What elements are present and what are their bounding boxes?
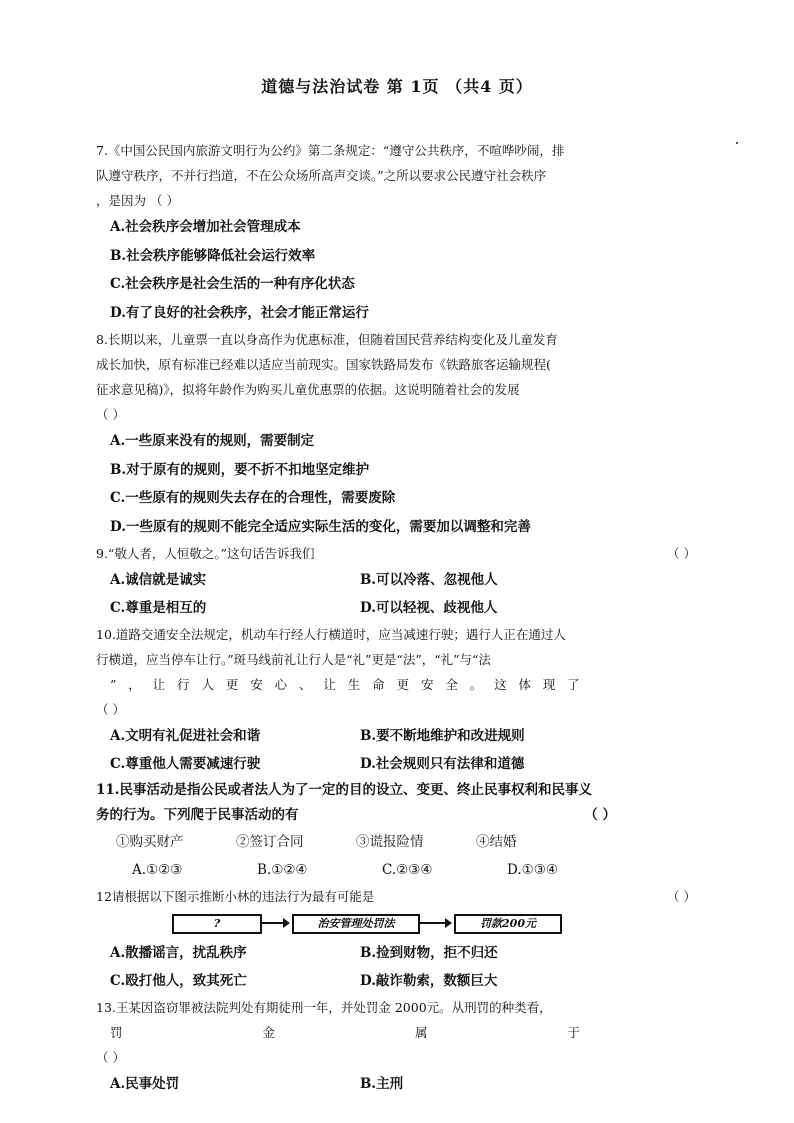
answer-paren: （ ） <box>667 889 696 904</box>
option-row <box>96 566 636 594</box>
question-list <box>96 138 696 1098</box>
option-row <box>96 722 636 750</box>
option-a: A.散播谣言，扰乱秩序 <box>110 945 247 961</box>
option-a: A.诚信就是诚实 <box>110 572 207 588</box>
answer-paren: （ ） <box>96 702 125 717</box>
option-b: B.对于原有的规则，要不折不扣地坚定维护 <box>110 461 370 478</box>
question-13-stem: 13.王某因盗窃罪被法院判处有期徒刑一年，并处罚金 2000元。从刑罚的种类看， <box>96 1000 552 1015</box>
question-9 <box>96 541 696 622</box>
question-11-text: 务的行为。下列爬于民事活动的有 <box>96 807 299 823</box>
char: 人 <box>201 677 214 692</box>
option-row <box>96 967 636 995</box>
option-d: D.有了良好的社会秩序，社会才能正常运行 <box>110 304 369 321</box>
char: 让 <box>152 677 166 692</box>
option-d: D.敲诈勒索，数额巨大 <box>360 973 498 989</box>
char: 这 <box>494 677 507 692</box>
option-b: B.①②④ <box>257 862 308 878</box>
option-row <box>96 594 636 622</box>
option-c: C.一些原有的规则失去存在的合理性，需要废除 <box>110 490 396 506</box>
question-8-line-4: （ ） <box>96 407 125 422</box>
option-c: C.尊重他人需要减速行驶 <box>110 756 261 772</box>
option-a: A.社会秩序会增加社会管理成本 <box>110 219 301 235</box>
statement-3: ③谎报险情 <box>356 834 424 850</box>
char: 心 <box>274 677 288 692</box>
question-7-line-3: ，是因为 （ ） <box>96 193 179 208</box>
page-title: 道德与法治试卷 第 1页 （共4 页） <box>261 77 533 96</box>
char: 金 <box>262 1025 275 1040</box>
statement-1: ①购买财产 <box>116 834 184 850</box>
question-11 <box>96 778 636 884</box>
option-b: B.捡到财物，拒不归还 <box>360 945 498 961</box>
question-7 <box>96 138 636 327</box>
question-12-text: 12请根据以下图示推断小林的违法行为最有可能是 <box>96 889 375 904</box>
char: 生 <box>347 677 361 692</box>
option-row <box>96 856 636 884</box>
flow-box-penalty: 罚款200元 <box>454 914 562 934</box>
char: 、 <box>299 677 312 692</box>
question-7-line-1: 7.《中国公民国内旅游文明行为公约》第二条规定：“遵守公共秩序，不喧哗吵闹，排 <box>96 143 565 158</box>
flow-arrow <box>262 922 288 924</box>
char: 让 <box>323 677 336 692</box>
flow-arrow <box>420 922 450 924</box>
char: 安 <box>250 677 263 692</box>
question-12-stem <box>96 884 696 909</box>
question-8-line-2: 成长加快，原有标准已经难以适应当前现实。国家铁路局发布《铁路旅客运输规程( <box>96 357 551 372</box>
question-9-stem <box>96 541 696 566</box>
question-10 <box>96 622 636 778</box>
option-b: B.可以冷落、忽视他人 <box>360 572 498 588</box>
stray-mark <box>736 142 738 144</box>
question-9-text: 9.“敬人者，人恒敬之。”这句话告诉我们 <box>96 546 315 561</box>
flow-diagram <box>96 911 636 937</box>
flow-box-law: 治安管理处罚法 <box>292 914 420 934</box>
question-11-line-1: 11.民事活动是指公民或者法人为了一定的目的设立、变更、终止民事权利和民事义 <box>96 782 592 798</box>
statement-4: ④结婚 <box>476 834 517 850</box>
question-12 <box>96 884 696 995</box>
char: 罚 <box>110 1025 123 1040</box>
question-11-line-2 <box>96 803 636 828</box>
option-row <box>96 1070 636 1098</box>
char: 体 <box>518 677 532 692</box>
question-13-line-2 <box>96 1020 580 1045</box>
answer-paren: （ ） <box>96 1050 125 1065</box>
char: 更 <box>225 677 239 692</box>
question-10-line-1: 10.道路交通安全法规定，机动车行经人行横道时，应当减速行驶；遇行人正在通过人 <box>96 627 566 642</box>
option-row <box>96 750 636 778</box>
option-b: B.主刑 <box>360 1076 404 1092</box>
char: 。 <box>469 677 483 692</box>
char: ” <box>110 677 117 692</box>
option-d: D.可以轻视、歧视他人 <box>360 600 498 616</box>
option-d: D.社会规则只有法律和道德 <box>360 756 525 772</box>
char: 现 <box>542 677 556 692</box>
option-d: D.一些原有的规则不能完全适应实际生活的变化，需要加以调整和完善 <box>110 518 531 535</box>
flow-box-unknown: ? <box>172 914 262 934</box>
option-b: B.社会秩序能够降低社会运行效率 <box>110 247 316 264</box>
char: 于 <box>567 1025 580 1040</box>
option-a: A.民事处罚 <box>110 1076 180 1092</box>
answer-paren: （ ） <box>667 546 696 561</box>
option-a: A.文明有礼促进社会和谐 <box>110 728 261 744</box>
answer-paren: （ ） <box>584 807 616 823</box>
char: 命 <box>372 677 385 692</box>
char: 更 <box>396 677 410 692</box>
option-c: C.②③④ <box>382 862 433 878</box>
char: 安 <box>420 677 434 692</box>
option-d: D.①③④ <box>507 862 558 878</box>
char: 行 <box>177 677 190 692</box>
option-row <box>96 939 636 967</box>
option-a: A.一些原来没有的规则，需要制定 <box>110 433 315 449</box>
char: 全 <box>445 677 458 692</box>
option-c: C.社会秩序是社会生活的一种有序化状态 <box>110 276 355 292</box>
statement-2: ②签订合同 <box>236 834 304 850</box>
option-c: C.尊重是相互的 <box>110 600 207 616</box>
question-7-line-2: 队遵守秩序，不并行挡道，不在公众场所高声交谈。”之所以要求公民遵守社会秩序 <box>96 168 547 183</box>
option-b: B.要不断地维护和改进规则 <box>360 728 525 744</box>
statement-list <box>96 828 636 856</box>
question-10-line-3 <box>96 672 580 697</box>
question-10-line-2: 行横道，应当停车让行。”斑马线前礼让行人是“礼”更是“法”，“礼”与“法 <box>96 652 491 667</box>
question-13 <box>96 995 636 1098</box>
question-8-line-1: 8.长期以来，儿童票一直以身高作为优惠标准，但随着国民营养结构变化及儿童发育 <box>96 332 558 347</box>
char: ， <box>128 677 141 692</box>
char: 了 <box>567 677 580 692</box>
option-a: A.①②③ <box>132 862 183 878</box>
question-8 <box>96 327 636 541</box>
option-c: C.殴打他人，致其死亡 <box>110 973 247 989</box>
question-8-line-3: 征求意见稿)》，拟将年龄作为购买儿童优惠票的依据。这说明随着社会的发展 <box>96 382 520 397</box>
char: 属 <box>414 1025 428 1040</box>
